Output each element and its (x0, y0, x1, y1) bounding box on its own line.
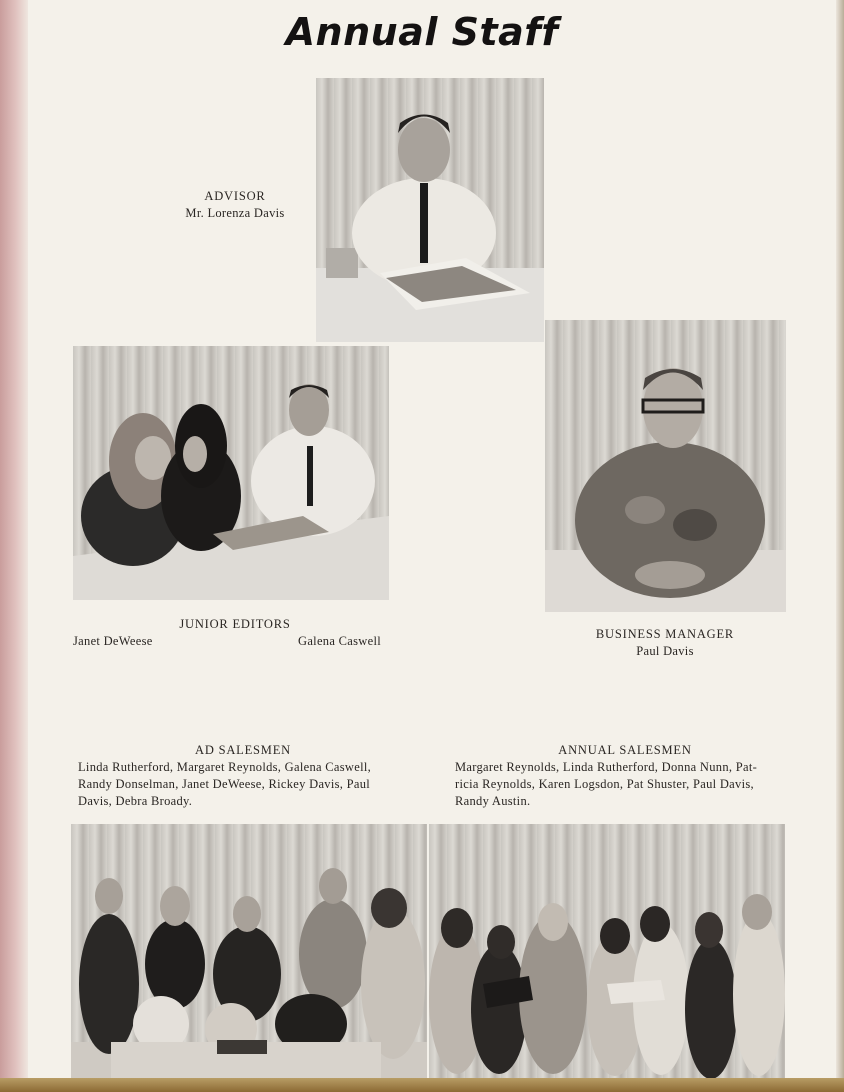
page-right-edge (836, 0, 844, 1092)
ad-salesmen-heading: AD SALESMEN (195, 743, 291, 757)
business-manager-heading: BUSINESS MANAGER (595, 627, 735, 641)
annual-salesmen-line: Margaret Reynolds, Linda Rutherford, Donna Nunn, Pat- (455, 760, 758, 774)
business-manager-name: Paul Davis (636, 644, 694, 658)
advisor-heading: ADVISOR (204, 189, 266, 203)
business-manager-photo (545, 320, 786, 612)
ad-salesmen-line: Randy Donselman, Janet DeWeese, Rickey Davis, Paul (78, 777, 371, 791)
page-bottom-edge (0, 1078, 844, 1092)
junior-editors-photo (73, 346, 389, 600)
annual-salesmen-line: ricia Reynolds, Karen Logsdon, Pat Shuster, Paul Davis, (455, 777, 754, 791)
junior-editor-right-name: Galena Caswell (298, 634, 381, 648)
ad-salesmen-line: Linda Rutherford, Margaret Reynolds, Galena Caswell, (78, 760, 372, 774)
annual-salesmen-heading: ANNUAL SALESMEN (558, 743, 692, 757)
ad-salesmen-line: Davis, Debra Broady. (78, 794, 193, 808)
advisor-caption (150, 188, 320, 222)
ad-salesmen-caption (78, 742, 408, 810)
junior-editors-heading-wrap (150, 616, 320, 633)
junior-editor-left-name: Janet DeWeese (73, 634, 153, 648)
advisor-photo (316, 78, 544, 342)
annual-salesmen-line: Randy Austin. (455, 794, 531, 808)
junior-editors-heading: JUNIOR EDITORS (179, 617, 291, 631)
annual-salesmen-photo (429, 824, 785, 1078)
business-manager-caption (560, 626, 770, 660)
page-binding-edge (0, 0, 28, 1092)
annual-salesmen-caption (455, 742, 795, 810)
advisor-name: Mr. Lorenza Davis (185, 206, 285, 220)
ad-salesmen-photo (71, 824, 427, 1078)
page-title: Annual Staff (285, 10, 559, 54)
